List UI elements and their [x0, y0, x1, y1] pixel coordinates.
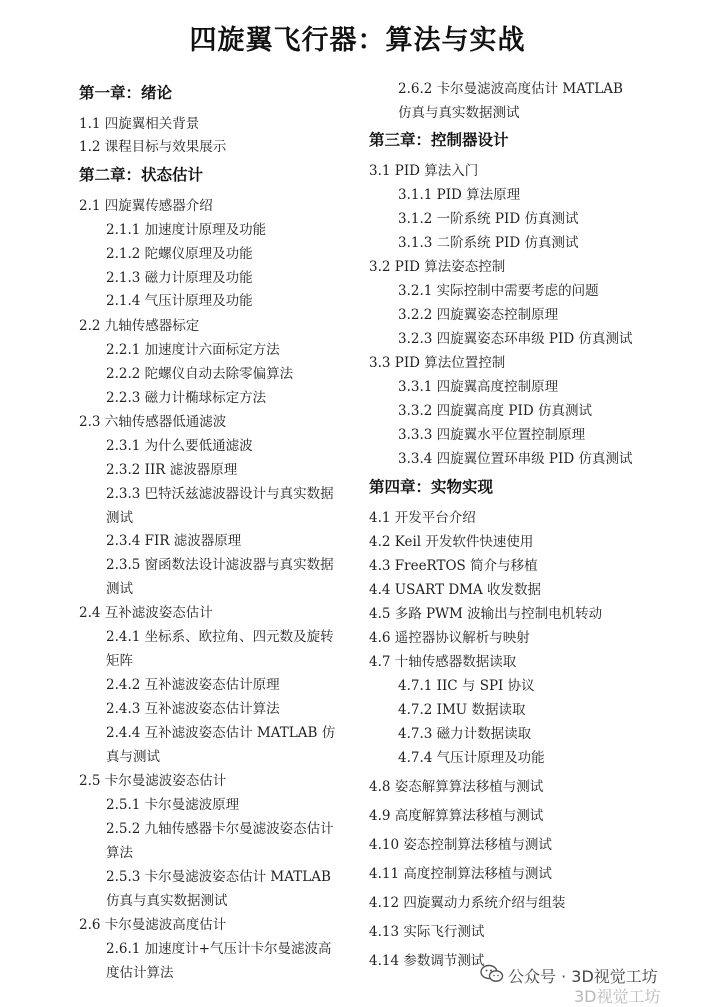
toc-section: 3.3 PID 算法位置控制: [369, 355, 506, 371]
toc-subsection-continued: 算法: [106, 845, 133, 861]
toc-subsection: 4.7.3 磁力计数据读取: [398, 726, 532, 742]
toc-section: 2.5 卡尔曼滤波姿态估计: [79, 773, 227, 789]
watermark-brand: 3D视觉工坊: [574, 987, 661, 1006]
toc-section: 4.12 四旋翼动力系统介绍与组装: [369, 895, 566, 911]
toc-section: 2.3 六轴传感器低通滤波: [79, 414, 227, 430]
toc-subsection: 2.2.2 陀螺仪自动去除零偏算法: [106, 366, 294, 382]
toc-subsection: 2.3.3 巴特沃兹滤波器设计与真实数据: [106, 486, 334, 502]
toc-subsection: 3.3.2 四旋翼高度 PID 仿真测试: [398, 403, 592, 419]
toc-subsection: 3.3.3 四旋翼水平位置控制原理: [398, 427, 586, 443]
toc-subsection: 2.4.4 互补滤波姿态估计 MATLAB 仿: [106, 725, 336, 741]
toc-subsection: 2.1.1 加速度计原理及功能: [106, 222, 267, 238]
toc-subsection: 2.5.2 九轴传感器卡尔曼滤波姿态估计: [106, 821, 334, 837]
toc-subsection: 2.3.4 FIR 滤波器原理: [106, 533, 242, 549]
toc-subsection: 2.6.1 加速度计+气压计卡尔曼滤波高: [106, 941, 332, 957]
toc-subsection: 3.2.1 实际控制中需要考虑的问题: [398, 283, 599, 299]
toc-section: 4.14 参数调节测试: [369, 953, 485, 969]
document-title: 四旋翼飞行器：算法与实战: [189, 25, 526, 56]
toc-section: 4.3 FreeRTOS 简介与移植: [369, 558, 538, 574]
toc-subsection-continued: 测试: [106, 581, 133, 597]
toc-subsection: 2.3.2 IIR 滤波器原理: [106, 462, 238, 478]
toc-subsection: 2.4.2 互补滤波姿态估计原理: [106, 677, 280, 693]
toc-subsection-continued: 测试: [106, 510, 133, 526]
toc-section: 3.1 PID 算法入门: [369, 163, 479, 179]
toc-section: 4.1 开发平台介绍: [369, 510, 476, 526]
toc-subsection: 4.7.1 IIC 与 SPI 协议: [398, 678, 535, 694]
toc-section: 4.11 高度控制算法移植与测试: [369, 866, 552, 882]
toc-section: 4.10 姿态控制算法移植与测试: [369, 837, 552, 853]
toc-subsection: 2.4.3 互补滤波姿态估计算法: [106, 701, 280, 717]
toc-section: 4.6 遥控器协议解析与映射: [369, 630, 530, 646]
toc-subsection: 2.2.1 加速度计六面标定方法: [106, 342, 280, 358]
toc-section: 4.2 Keil 开发软件快速使用: [369, 534, 534, 550]
watermark-account: 公众号 · 3D视觉工坊: [508, 967, 658, 986]
toc-subsection: 3.1.2 一阶系统 PID 仿真测试: [398, 211, 579, 227]
toc-subsection: 2.6.2 卡尔曼滤波高度估计 MATLAB: [398, 81, 623, 97]
toc-section: 4.5 多路 PWM 波输出与控制电机转动: [369, 606, 603, 622]
toc-subsection: 2.5.1 卡尔曼滤波原理: [106, 797, 240, 813]
toc-subsection: 2.1.4 气压计原理及功能: [106, 293, 253, 309]
toc-subsection: 4.7.4 气压计原理及功能: [398, 750, 545, 766]
wechat-icon: [480, 964, 504, 984]
toc-subsection: 2.1.3 磁力计原理及功能: [106, 270, 253, 286]
toc-chapter-heading: 第四章：实物实现: [369, 477, 494, 496]
toc-chapter-heading: 第二章：状态估计: [79, 165, 204, 184]
toc-section: 2.6 卡尔曼滤波高度估计: [79, 917, 227, 933]
toc-chapter-heading: 第三章：控制器设计: [369, 130, 509, 149]
toc-subsection: 2.2.3 磁力计椭球标定方法: [106, 390, 267, 406]
toc-subsection-continued: 仿真与真实数据测试: [106, 893, 228, 909]
toc-section: 4.13 实际飞行测试: [369, 924, 485, 940]
toc-section: 4.4 USART DMA 收发数据: [369, 582, 542, 598]
watermark: [478, 964, 713, 1004]
toc-subsection: 3.3.1 四旋翼高度控制原理: [398, 379, 559, 395]
toc-subsection: 3.2.2 四旋翼姿态控制原理: [398, 307, 559, 323]
toc-subsection: 3.3.4 四旋翼位置环串级 PID 仿真测试: [398, 451, 633, 467]
toc-section: 1.2 课程目标与效果展示: [79, 139, 227, 155]
toc-section: 2.2 九轴传感器标定: [79, 318, 200, 334]
toc-section: 2.1 四旋翼传感器介绍: [79, 198, 213, 214]
toc-section: 1.1 四旋翼相关背景: [79, 116, 200, 132]
toc-subsection: 2.4.1 坐标系、欧拉角、四元数及旋转: [106, 629, 334, 645]
toc-subsection: 3.2.3 四旋翼姿态环串级 PID 仿真测试: [398, 331, 633, 347]
toc-subsection: 3.1.3 二阶系统 PID 仿真测试: [398, 235, 579, 251]
toc-subsection-continued: 度估计算法: [106, 965, 174, 981]
toc-section: 4.9 高度解算算法移植与测试: [369, 808, 544, 824]
toc-subsection-continued: 矩阵: [106, 653, 133, 669]
toc-section: 4.7 十轴传感器数据读取: [369, 654, 517, 670]
toc-subsection: 2.3.1 为什么要低通滤波: [106, 438, 253, 454]
toc-section: 2.4 互补滤波姿态估计: [79, 605, 213, 621]
toc-chapter-heading: 第一章：绪论: [79, 83, 173, 102]
toc-subsection: 4.7.2 IMU 数据读取: [398, 702, 526, 718]
toc-subsection-continued: 真与测试: [106, 749, 160, 765]
toc-subsection: 2.5.3 卡尔曼滤波姿态估计 MATLAB: [106, 869, 331, 885]
toc-section: 4.8 姿态解算算法移植与测试: [369, 779, 544, 795]
toc-subsection-continued: 仿真与真实数据测试: [398, 105, 520, 121]
toc-subsection: 3.1.1 PID 算法原理: [398, 187, 521, 203]
toc-subsection: 2.1.2 陀螺仪原理及功能: [106, 246, 253, 262]
toc-section: 3.2 PID 算法姿态控制: [369, 259, 506, 275]
toc-subsection: 2.3.5 窗函数法设计滤波器与真实数据: [106, 557, 334, 573]
